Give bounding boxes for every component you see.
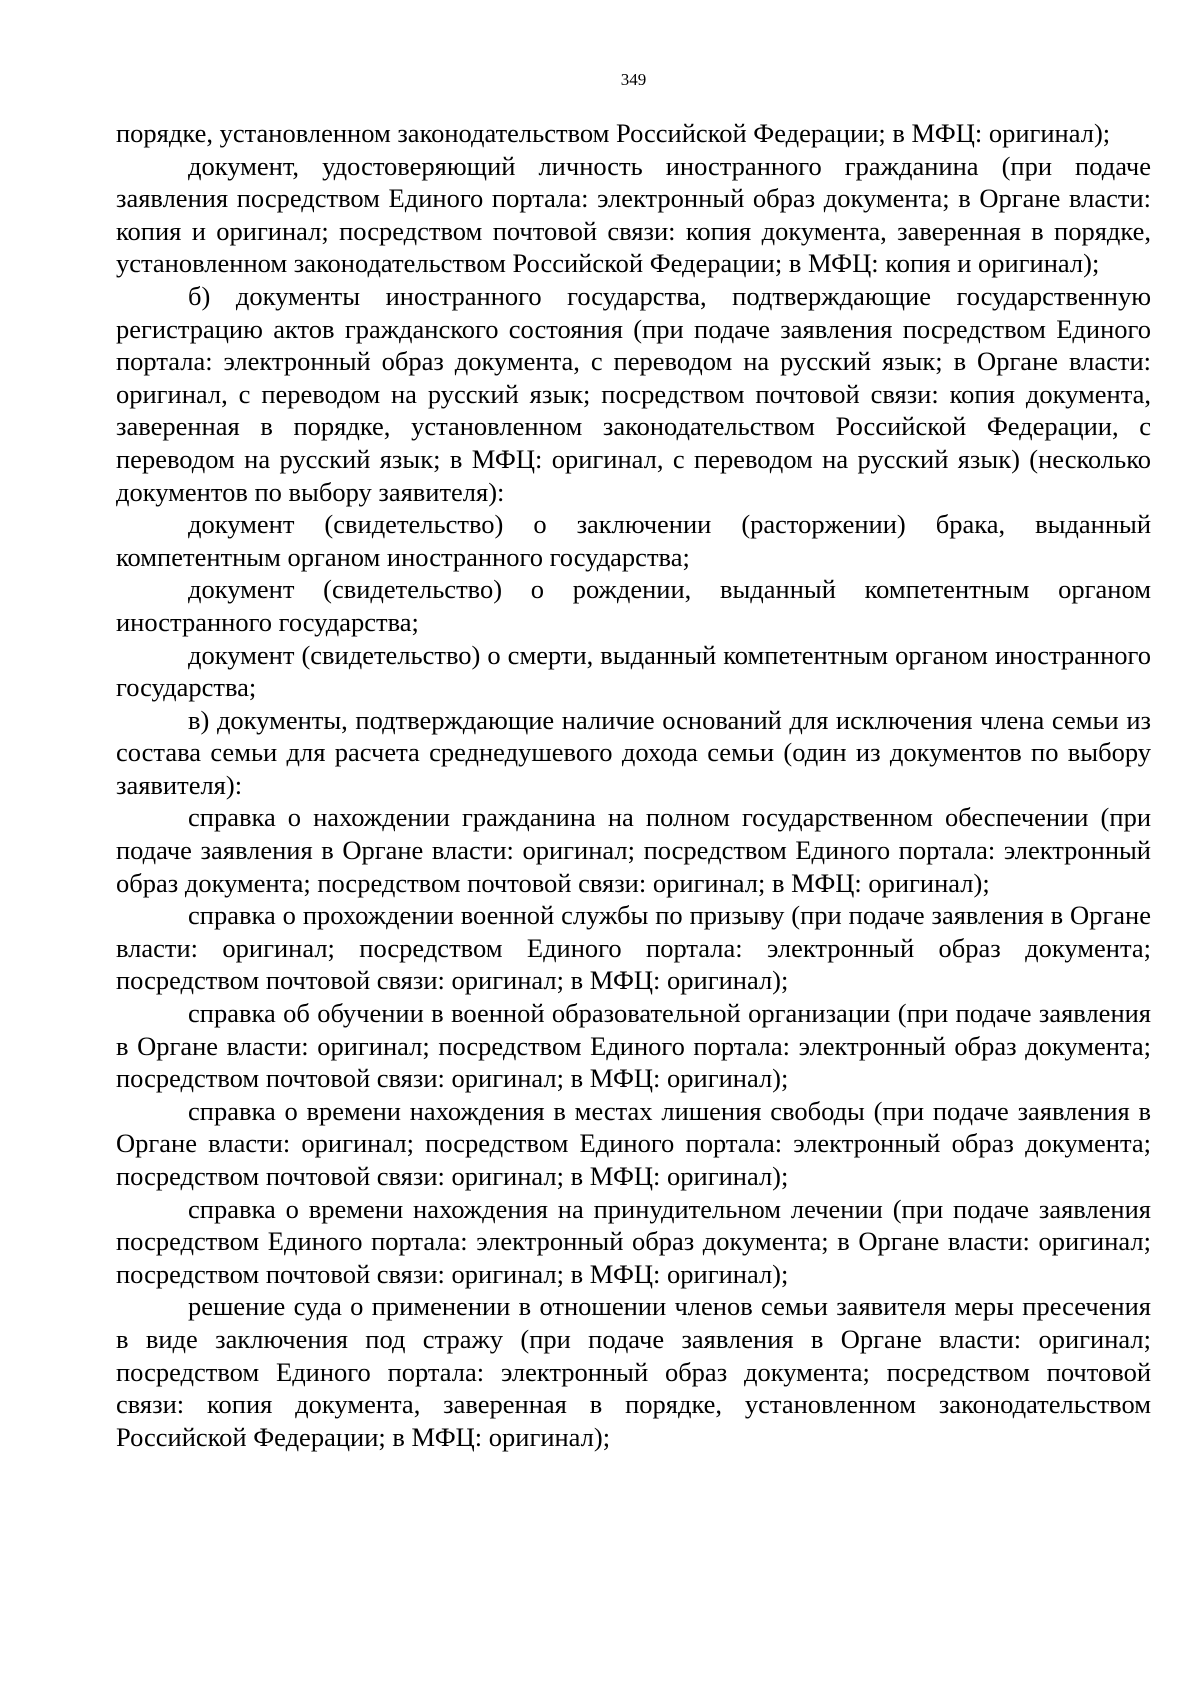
paragraph-item-b: б) документы иностранного государства, подтверждающие государственную регистрацию актов гражданского состояния (при подаче заявления посредством Единого портала: электронный образ документа, с переводом на русский язык; в Органе власти: оригинал, с переводом на русский язык; посредством почтовой связи: копия документа, заверенная в порядке, установленном законодательством Российской Федерации, с переводом на русский язык; в МФЦ: оригинал, с переводом на русский язык) (несколько документов по выбору заявителя): <box>116 280 1151 507</box>
paragraph-continuation: порядке, установленном законодательством Российской Федерации; в МФЦ: оригинал); <box>116 118 1111 148</box>
paragraph-death-certificate: документ (свидетельство) о смерти, выданный компетентным органом иностранного государства; <box>116 639 1151 703</box>
paragraph-state-support-certificate: справка о нахождении гражданина на полном государственном обеспечении (при подаче заявления в Органе власти: оригинал; посредством Единого портала: электронный образ документа; посредством почтовой связи: оригинал; в МФЦ: оригинал); <box>116 802 1151 898</box>
paragraph-item-v: в) документы, подтверждающие наличие оснований для исключения члена семьи из состава семьи для расчета среднедушевого дохода семьи (один из документов по выбору заявителя): <box>116 704 1151 800</box>
paragraph-marriage-certificate: документ (свидетельство) о заключении (расторжении) брака, выданный компетентным органом иностранного государства; <box>116 509 1151 572</box>
document-page <box>116 0 1151 1697</box>
paragraph-military-education-certificate: справка об обучении в военной образовательной организации (при подаче заявления в Органе власти: оригинал; посредством Единого портала: электронный образ документа; посредством почтовой связи: оригинал; в МФЦ: оригинал); <box>116 998 1151 1094</box>
document-body <box>116 117 1151 1453</box>
paragraph-court-decision: решение суда о применении в отношении членов семьи заявителя меры пресечения в виде заключения под стражу (при подаче заявления в Органе власти: оригинал; посредством Единого портала: электронный образ документа; посредством почтовой связи: копия документа, заверенная в порядке, установленном законодательством Российской Федерации; в МФЦ: оригинал); <box>116 1291 1151 1452</box>
page-number: 349 <box>620 70 647 89</box>
paragraph-military-service-certificate: справка о прохождении военной службы по призыву (при подаче заявления в Органе власти: оригинал; посредством Единого портала: электронный образ документа; посредством почтовой связи: оригинал; в МФЦ: оригинал); <box>116 900 1151 996</box>
paragraph-foreign-id-document: документ, удостоверяющий личность иностранного гражданина (при подаче заявления посредством Единого портала: электронный образ документа; в Органе власти: копия и оригинал; посредством почтовой связи: копия документа, заверенная в порядке, установленном законодательством Российской Федерации; в МФЦ: копия и оригинал); <box>116 150 1151 279</box>
paragraph-imprisonment-certificate: справка о времени нахождения в местах лишения свободы (при подаче заявления в Органе власти: оригинал; посредством Единого портала: электронный образ документа; посредством почтовой связи: оригинал; в МФЦ: оригинал); <box>116 1095 1151 1191</box>
paragraph-compulsory-treatment-certificate: справка о времени нахождения на принудительном лечении (при подаче заявления посредством Единого портала: электронный образ документа; в Органе власти: оригинал; посредством почтовой связи: оригинал; в МФЦ: оригинал); <box>116 1193 1151 1289</box>
paragraph-birth-certificate: документ (свидетельство) о рождении, выданный компетентным органом иностранного государства; <box>116 574 1151 637</box>
